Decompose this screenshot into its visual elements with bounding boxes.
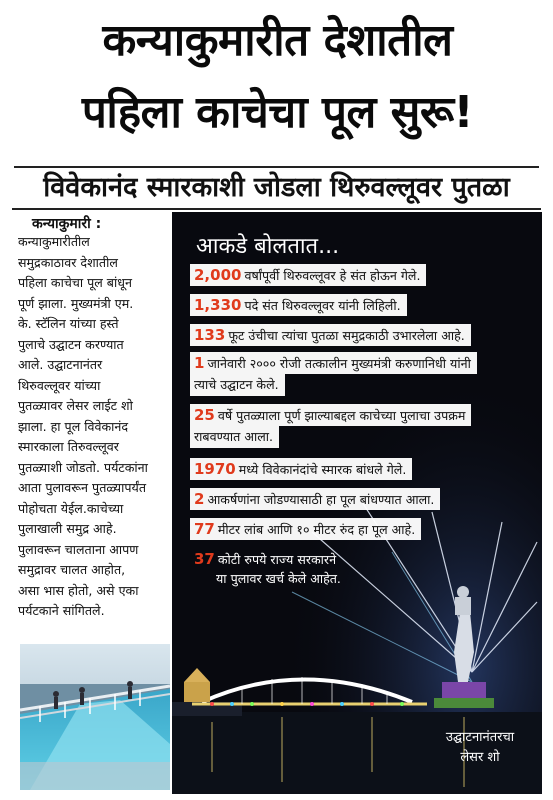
fact-item	[190, 264, 426, 286]
article-line: पुलाचे उद्घाटन करण्यात	[18, 336, 124, 352]
headline-line-1: कन्याकुमारीत देशातील	[102, 15, 453, 66]
fact-number: 25	[194, 406, 215, 424]
article-line: पोहोचता येईल.काचेच्या	[18, 500, 124, 516]
article-line: पूर्ण झाला. मुख्यमंत्री एम.	[18, 295, 134, 311]
fact-text: आकर्षणांना जोडण्यासाठी हा पूल बांधण्यात आला.	[207, 492, 435, 507]
fact-number: 133	[194, 326, 226, 344]
fact-item	[190, 458, 412, 480]
fact-text: जानेवारी २००० रोजी तत्कालीन मुख्यमंत्री करुणानिधी यांनी	[207, 356, 471, 371]
article-line: पर्यटकाने सांगितले.	[18, 603, 105, 618]
fact-item	[190, 518, 421, 540]
article-line: पुलाखाली समुद्र आहे.	[18, 521, 117, 536]
fact-number: 2,000	[194, 266, 242, 284]
caption-line: उद्घाटनानंतरचा	[445, 730, 515, 745]
fact-item-continued	[212, 568, 347, 590]
article-line: झाला. हा पूल विवेकानंद	[18, 418, 129, 434]
article-line: के. स्टॅलिन यांच्या हस्ते	[18, 316, 119, 331]
fact-number: 2	[194, 490, 205, 508]
article-line: आता पुलावरून पुतळ्यापर्यंत	[18, 480, 147, 495]
article-line: थिरुवल्लूवर यांच्या	[18, 377, 101, 393]
article-line: समुद्रकाठावर देशातील	[18, 254, 118, 270]
subheadline: विवेकानंद स्मारकाशी जोडला थिरुवल्लूवर पुतळा	[14, 166, 539, 208]
article-line: पुतळ्याशी जोडतो. पर्यटकांना	[18, 459, 148, 475]
fact-item	[190, 294, 407, 316]
fact-text: फूट उंचीचा त्यांचा पुतळा समुद्रकाठी उभारलेला आहे.	[228, 328, 465, 343]
article-line: पहिला काचेचा पूल बांधून	[18, 275, 132, 290]
fact-text: राबवण्यात आला.	[194, 429, 274, 444]
article-line: स्मारकाला तिरुवल्लूवर	[18, 439, 119, 454]
fact-item	[190, 488, 440, 510]
fact-item-continued	[190, 374, 285, 396]
divider	[12, 208, 541, 210]
fact-text: मध्ये विवेकानंदांचे स्मारक बांधले गेले.	[238, 462, 407, 477]
fact-item-continued	[190, 426, 279, 448]
fact-text: मीटर लांब आणि १० मीटर रुंद हा पूल आहे.	[217, 522, 416, 537]
fact-text: पदे संत थिरुवल्लूवर यांनी लिहिली.	[244, 298, 401, 313]
article-line: असा भास होतो, असे एका	[18, 582, 139, 598]
fact-item	[190, 404, 471, 426]
headline-line-2: पहिला काचेचा पूल सुरू!	[81, 87, 474, 138]
fact-number: 1970	[194, 460, 236, 478]
article-line: पुलावरून चालताना आपण	[18, 541, 139, 557]
fact-text: या पुलावर खर्च केले आहेत.	[216, 571, 341, 586]
fact-number: 1	[194, 354, 205, 372]
fact-text: कोटी रुपये राज्य सरकारने	[217, 552, 337, 567]
fact-text: वर्षांपूर्वी थिरुवल्लूवर हे संत होऊन गेले.	[244, 268, 421, 283]
fact-text: त्याचे उद्घाटन केले.	[194, 377, 279, 392]
fact-item	[190, 352, 477, 374]
article-line: आले. उद्घाटनानंतर	[18, 357, 103, 372]
fact-number: 77	[194, 520, 215, 538]
article-line: समुद्रावर चालत आहोत,	[18, 562, 126, 577]
facts-title: आकडे बोलतात...	[196, 234, 340, 259]
article-byline: कन्याकुमारी :	[32, 216, 102, 232]
glass-bridge-photo	[20, 644, 170, 790]
photo-caption	[424, 728, 536, 768]
article-body	[18, 232, 170, 622]
fact-item	[190, 324, 471, 346]
facts-panel	[172, 212, 542, 794]
article-line: पुतळ्यावर लेसर लाईट शो	[18, 398, 133, 413]
caption-line: लेसर शो	[460, 750, 500, 765]
article-line: कन्याकुमारीतील	[18, 234, 90, 249]
fact-number: 37	[194, 550, 215, 568]
fact-item	[190, 548, 342, 570]
fact-number: 1,330	[194, 296, 242, 314]
fact-text: वर्षे पुतळ्याला पूर्ण झाल्याबद्दल काचेच्या पुलाचा उपक्रम	[217, 408, 466, 423]
